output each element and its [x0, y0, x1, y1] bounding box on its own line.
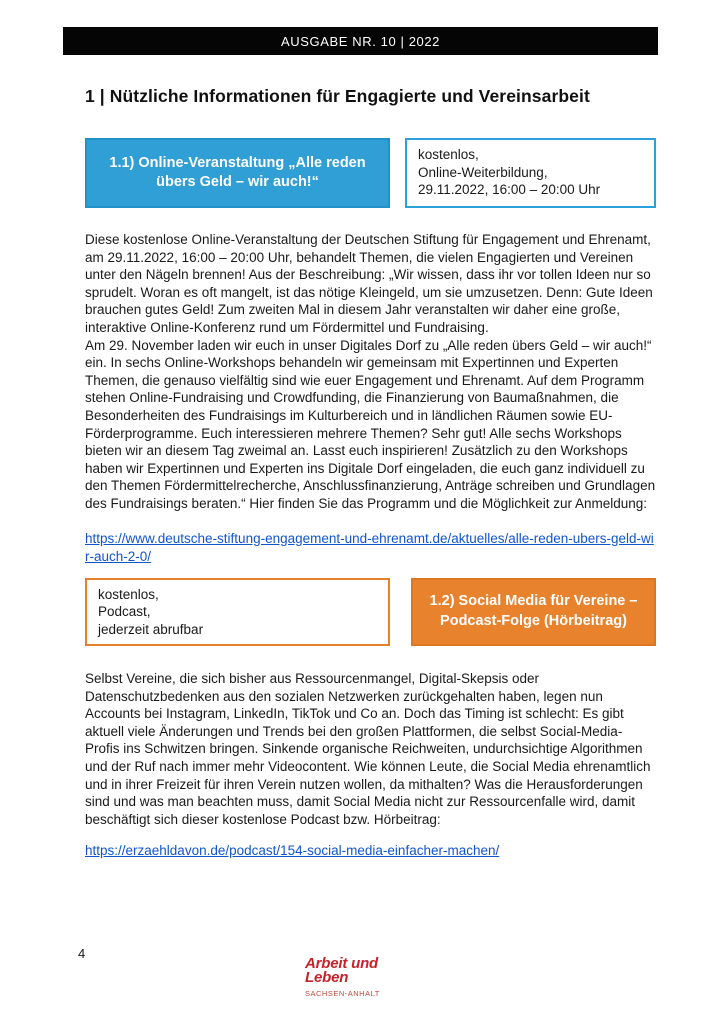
issue-label: AUSGABE NR. 10 | 2022 [280, 33, 441, 49]
section-1-title-box [85, 138, 390, 208]
section-1-heading: 1.1) Online-Veranstaltung „Alle reden übers Geld – wir auch!“ [109, 154, 366, 190]
section-2-title-box [411, 578, 656, 647]
arbeit-und-leben-logo [305, 957, 380, 998]
info-line-format: Online-Weiterbildung, [418, 164, 548, 180]
section-2-link[interactable]: https://erzaehldavon.de/podcast/154-social-media-einfacher-machen/ [85, 843, 500, 859]
section-1-paragraph-1: Diese kostenlose Online-Veranstaltung der Deutschen Stiftung für Engagement und Ehrenamt, am 29.11.2022, 16:00 – 20:00 Uhr, behandelt Themen, die vielen Engagierten und Vereinen unter den Nägeln brennen! Aus der Beschreibung: „Wir wissen, dass ihr vor tollen Ideen nur so sprudelt. Woran es oft mangelt, ist das nötige Kleingeld, um sie umzusetzen. Denn: Gute Ideen brauchen gutes Geld! Zum zweiten Mal in diesem Jahr veranstalten wir daher eine große, interaktive Online-Konferenz rund um Fördermittel und Fundraising. [85, 232, 653, 335]
section-2-heading: 1.2) Social Media für Vereine – Podcast-Folge (Hörbeitrag) [429, 593, 638, 629]
section-1-header-row [85, 138, 656, 208]
info-line-cost: kostenlos, [98, 586, 159, 602]
section-1-info-box [405, 138, 656, 208]
logo-wordmark-line-2: Leben [305, 968, 349, 986]
info-line-cost: kostenlos, [418, 147, 479, 162]
section-2-paragraph-1: Selbst Vereine, die sich bisher aus Ressourcenmangel, Digital-Skepsis oder Datenschutzbedenken aus den sozialen Netzwerken zurückgehalten haben, legen nun Accounts bei Instagram, LinkedIn, TikTok und Co an. Doch das Timing ist schlecht: Es gibt aktuell viele Änderungen und Trends bei den großen Plattformen, die selbst Social-Media-Profis ins Schwitzen bringen. Sinkende organische Reichweiten, undurchsichtige Algorithmen und der Ruf nach immer mehr Videocontent. Wie können Leute, die Social Media ehrenamtlich und in ihrer Freizeit für ihren Verein nutzen wollen, da mithalten? Was die Herausforderungen sind und was man beachten muss, damit Social Media nicht zur Ressourcenfalle wird, damit beschäftigt sich dieser kostenlose Podcast bzw. Hörbeitrag: [85, 671, 651, 827]
info-line-date: 29.11.2022, 16:00 – 20:00 Uhr [418, 182, 601, 197]
section-2-link-row [85, 842, 656, 860]
page-title: 1 | Nützliche Informationen für Engagierte und Vereinsarbeit [85, 86, 590, 106]
page-content [85, 86, 656, 860]
section-1-paragraph-2: Am 29. November laden wir euch in unser Digitales Dorf zu „Alle reden übers Geld – wir auch!“ ein. In sechs Online-Workshops behandeln wir gemeinsam mit Expertinnen und Experten Themen, die genauso vielfältig sind wie euer Engagement und Ehrenamt. Auf dem Programm stehen Online-Fundraising und Crowdfunding, die Finanzierung von Baumaßnahmen, die Besonderheiten des Fundraisings im Kulturbereich und in ländlichen Räumen sowie EU-Förderprogramme. Euch interessieren mehrere Themen? Sehr gut! Alle sechs Workshops bieten wir an diesem Tag zweimal an. Lasst euch inspirieren! Zusätzlich zu den Workshops haben wir Expertinnen und Experten ins Digitale Dorf eingeladen, die euch ganz individuell zu den Themen Fördermittelrecherche, Anschlussfinanzierung, Anträge schreiben und Grundlagen des Fundraisings beraten.“ Hier finden Sie das Programm und die Möglichkeit zur Anmeldung: [85, 337, 656, 511]
section-1-body [85, 231, 656, 513]
page-number: 4 [78, 946, 86, 961]
info-line-availability: jederzeit abrufbar [98, 621, 204, 637]
logo-wordmark-line-1: Arbeit und [305, 955, 378, 972]
section-2-info-box [85, 578, 390, 647]
logo-region-subline: SACHSEN-ANHALT [305, 989, 380, 998]
section-1-link-row [85, 530, 656, 566]
issue-header-bar [63, 27, 658, 55]
section-2-body [85, 670, 656, 828]
section-1-link[interactable]: https://www.deutsche-stiftung-engagement-und-ehrenamt.de/aktuelles/alle-reden-ubers-geld-wir-auch-2-0/ [85, 530, 654, 564]
section-2-header-row [85, 578, 656, 647]
info-line-format: Podcast, [98, 604, 151, 619]
